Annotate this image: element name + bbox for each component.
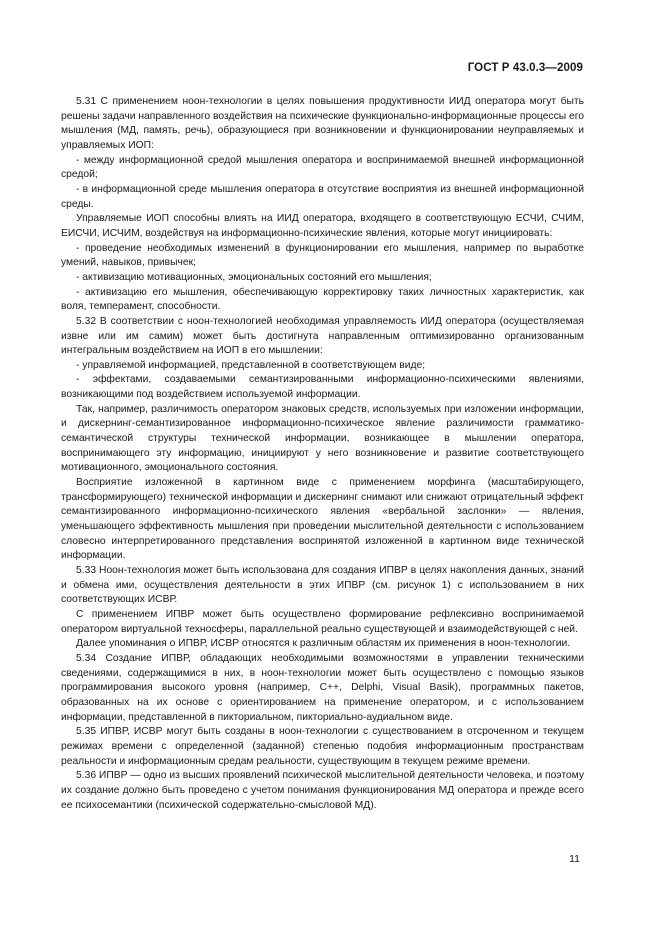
list-item: - эффектами, создаваемыми семантизированными информационно-психическими явлениями, возникающими под воздействием используемой информации.: [61, 374, 584, 401]
list-item: - управляемой информацией, представленной в соответствующем виде;: [76, 359, 426, 371]
paragraph: Управляемые ИОП способны влиять на ИИД оператора, входящего в соответствующую ЕСЧИ, СЧИМ, ЕИСЧИ, ИСЧИМ, воздействуя на информационно-психические явления, которые могут инициировать:: [61, 213, 584, 239]
paragraph-5-33: 5.33 Ноон-технология может быть использована для создания ИПВР в целях накопления данных, знаний и обмена ими, осуществления деятельности в этих ИПВР (см. рисунок 1) с использованием в них соответствующих ИСВР.: [61, 565, 584, 606]
paragraph-5-34: 5.34 Создание ИПВР, обладающих необходимыми возможностями в управлении техническими сведениями, содержащимися в них, в ноон-технологии может быть осуществлено с помощью языков программирования высокого уровня (например, С++, Delphi, Visual Basik), программных пакетов, образованных на их основе с ориентированием на применение оператором, и с использованием информации, представленной в пикториальном, пикториально-аудиальном виде.: [61, 652, 584, 723]
list-item: - активизацию его мышления, обеспечивающую корректировку таких личностных характеристик, как воля, темперамент, способности.: [61, 286, 584, 313]
paragraph-5-31: 5.31 С применением ноон-технологии в целях повышения продуктивности ИИД оператора могут быть решены задачи направленного воздействия на психические функционально-информационные процессы его мышления (МД, память, речь), образующиеся при возникновении и функционировании неуправляемых и управляемых ИОП:: [61, 96, 584, 151]
paragraph: Далее упоминания о ИПВР, ИСВР относятся к различным областям их применения в ноон-технологии.: [76, 638, 571, 650]
list-item: - проведение необходимых изменений в функционировании его мышления, например по выработке умений, навыков, привычек;: [61, 242, 584, 269]
list-item: - в информационной среде мышления оператора в отсутствие восприятия из внешней информационной среды.: [61, 183, 584, 210]
paragraph: С применением ИПВР может быть осуществлено формирование рефлексивно воспринимаемой оператором виртуальной техносферы, параллельной реально существующей и взаимодействующей с ней.: [61, 608, 584, 635]
paragraph: Так, например, различимость оператором знаковых средств, используемых при изложении информации, и дискернинг-семантизированное информационно-психическое явление различимости грамматико-семантической структуры технической информации, возникающее в мышлении оператора, воспринимающего эту информацию, инициируют у него возникновение и развитие соответствующего мотивационного, эмоционального состояния.: [61, 403, 584, 474]
list-item: - активизацию мотивационных, эмоциональных состояний его мышления;: [76, 271, 432, 283]
list-item: - между информационной средой мышления оператора и воспринимаемой внешней информационной средой;: [61, 154, 584, 181]
document-body: [61, 95, 584, 813]
paragraph: Восприятие изложенной в картинном виде с применением морфинга (масштабирующего, трансформирующего) технической информации и дискернинг снимают или снижают отрицательный эффект семантизированного информационно-психического явления «вербальной заслонки» — явления, уменьшающего эффективность мышления при проведении мыслительной деятельности с использованием словесно интерпретированного представления воспринятой изложенной в картинном виде технической информации.: [61, 477, 584, 562]
page-number: 11: [569, 853, 580, 865]
document-header: ГОСТ Р 43.0.3—2009: [467, 62, 583, 74]
paragraph-5-32: 5.32 В соответствии с ноон-технологией необходимая управляемость ИИД оператора (осуществляемая извне или им самим) может быть достигнута направленным оптимизированно организованным интегральным воздействием на ИОП в его мышлении:: [61, 315, 584, 357]
paragraph-5-36: 5.36 ИПВР — одно из высших проявлений психической мыслительной деятельности человека, и поэтому их создание должно быть проведено с учетом понимания функционирования МД оператора и прежде всего ее психосемантики (психической содержательно-смысловой МД).: [61, 770, 584, 811]
paragraph-5-35: 5.35 ИПВР, ИСВР могут быть созданы в ноон-технологии с существованием в отсроченном и текущем режимах времени с определенной (заданной) степенью подобия информационным пространствам реальности и информационным средам реальности, существующим в текущем режиме времени.: [61, 726, 584, 767]
